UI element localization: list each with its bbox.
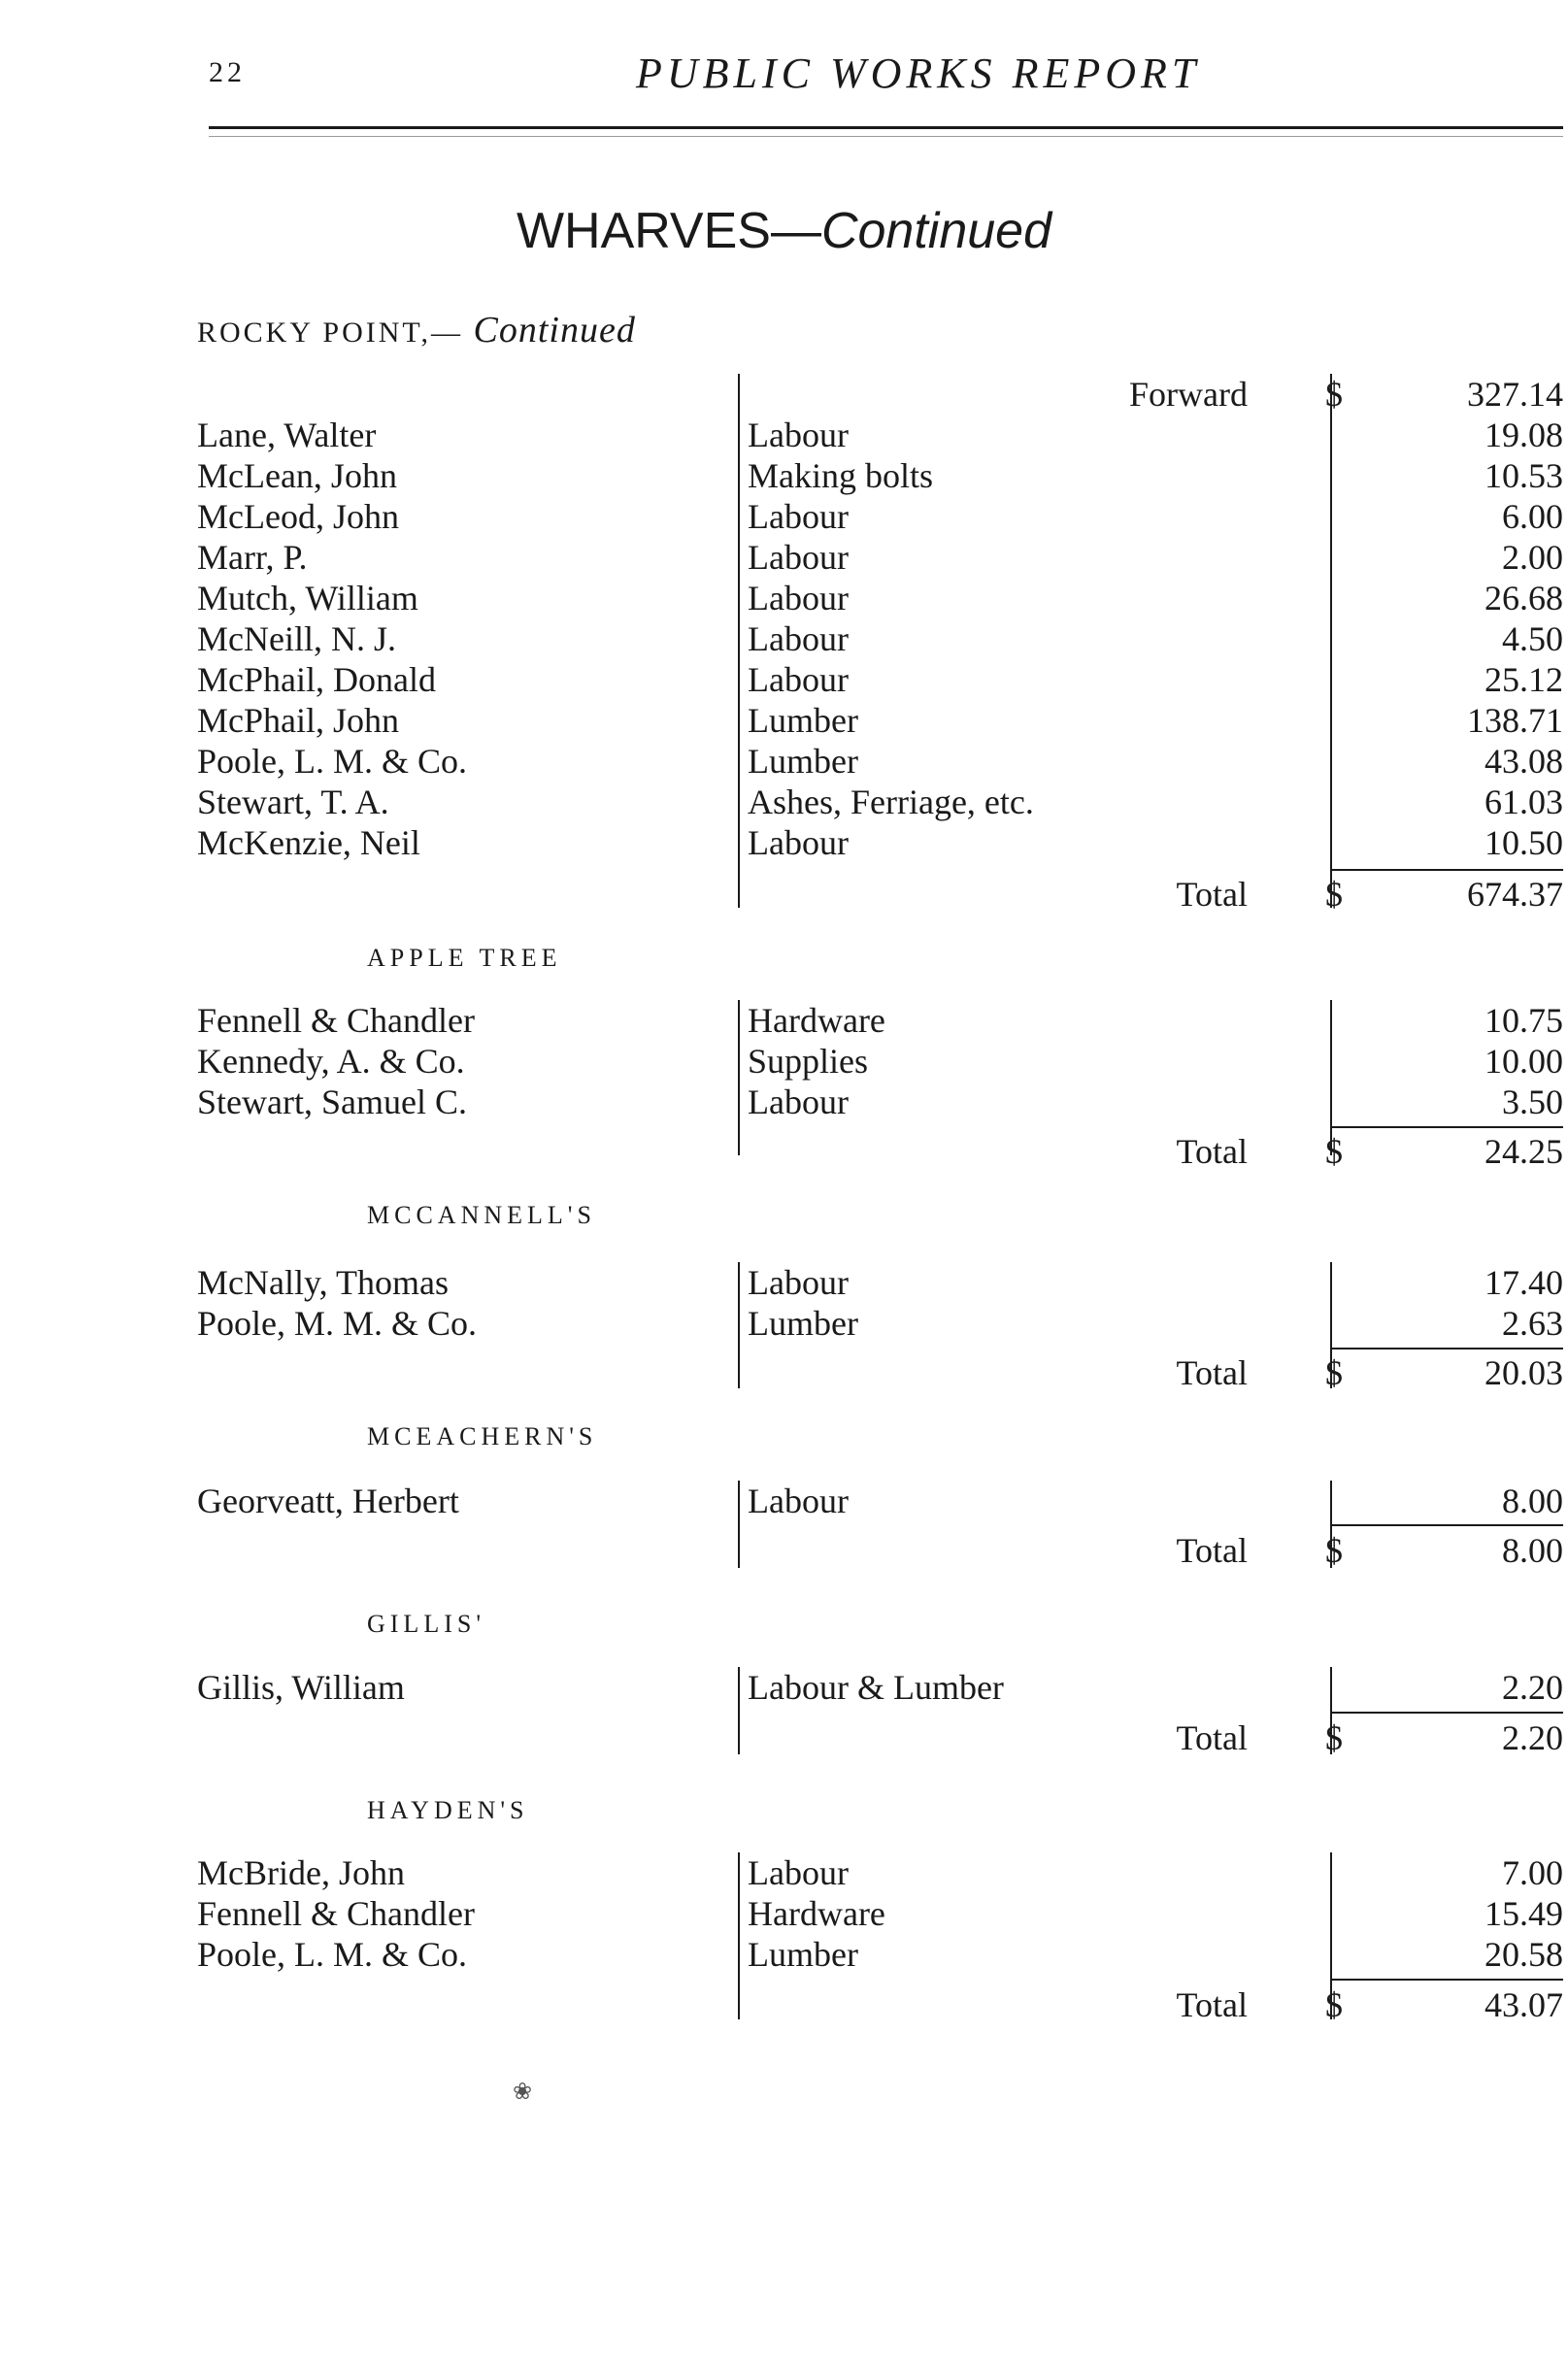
total-amount: 43.07 [1485,1985,1563,2024]
row-amount: 20.58 [1485,1935,1563,1974]
total-rule [1330,869,1563,871]
row-name: Gillis, William [197,1668,405,1707]
row-name: McLeod, John [197,497,399,536]
total-row [0,1352,1568,1393]
row-description: Labour [748,660,849,699]
header-rule [209,126,1563,129]
row-amount: 7.00 [1502,1853,1563,1892]
table-row [0,455,1568,496]
total-dollar: $ [1325,1985,1343,2024]
row-description: Lumber [748,1304,858,1343]
row-name: McPhail, Donald [197,660,436,699]
table-row [0,1852,1568,1893]
total-dollar: $ [1325,1718,1343,1757]
section-title-main: WHARVES [516,203,771,259]
table-row [0,415,1568,455]
total-amount: 20.03 [1485,1353,1563,1392]
total-row [0,874,1568,915]
mccannells-heading: MCCANNELL'S [367,1201,596,1229]
total-amount: 8.00 [1502,1531,1563,1570]
table-row [0,1934,1568,1975]
section-title-dash: — [770,203,821,259]
row-name: McNeill, N. J. [197,619,396,658]
total-dollar: $ [1325,875,1343,914]
row-description: Labour & Lumber [748,1668,1004,1707]
table-row [0,1082,1568,1122]
row-amount: 6.00 [1502,497,1563,536]
apple-tree-heading: APPLE TREE [367,944,562,972]
forward-row [0,374,1568,415]
total-dollar: $ [1325,1132,1343,1171]
row-amount: 4.50 [1502,619,1563,658]
total-label: Total [1176,1718,1248,1757]
total-amount: 674.37 [1467,875,1563,914]
forward-label: Forward [1129,375,1248,414]
row-description: Supplies [748,1042,869,1081]
table-row [0,496,1568,537]
row-name: McLean, John [197,456,397,495]
total-rule [1330,1524,1563,1526]
table-row [0,1262,1568,1303]
row-name: Poole, M. M. & Co. [197,1304,478,1343]
page-header [209,49,1563,136]
rocky-point-heading-label: ROCKY POINT, [197,317,432,349]
total-label: Total [1176,1132,1248,1171]
forward-dollar: $ [1325,375,1343,414]
row-name: Poole, L. M. & Co. [197,742,468,781]
page-number: 22 [209,56,246,88]
row-description: Labour [748,497,849,536]
row-name: Poole, L. M. & Co. [197,1935,468,1974]
row-amount: 15.49 [1485,1894,1563,1933]
table-row [0,700,1568,741]
gillis-heading: GILLIS' [367,1610,486,1638]
mceacherns-heading: MCEACHERN'S [367,1422,598,1450]
table-row [0,537,1568,578]
total-row [0,1717,1568,1758]
total-rule [1330,1126,1563,1128]
row-description: Lumber [748,1935,858,1974]
row-description: Labour [748,619,849,658]
table-row [0,822,1568,863]
table-row [0,578,1568,618]
row-description: Labour [748,579,849,617]
row-amount: 26.68 [1485,579,1563,617]
row-name: McBride, John [197,1853,405,1892]
row-amount: 2.63 [1502,1304,1563,1343]
running-title: PUBLIC WORKS REPORT [636,50,1201,97]
row-amount: 10.00 [1485,1042,1563,1081]
row-name: Lane, Walter [197,416,377,454]
row-name: Mutch, William [197,579,418,617]
total-row [0,1131,1568,1172]
row-description: Making bolts [748,456,934,495]
ink-speck: ❀ [513,2080,533,2105]
section-title [0,202,1568,260]
row-amount: 25.12 [1485,660,1563,699]
row-amount: 17.40 [1485,1263,1563,1302]
total-row [0,1530,1568,1571]
row-name: Fennell & Chandler [197,1894,475,1933]
total-label: Total [1176,875,1248,914]
row-name: McPhail, John [197,701,400,740]
row-name: Stewart, Samuel C. [197,1083,467,1121]
table-row [0,1667,1568,1708]
header-rule-thin [209,136,1563,137]
row-amount: 3.50 [1502,1083,1563,1121]
row-description: Labour [748,1263,849,1302]
row-amount: 10.75 [1485,1001,1563,1040]
row-description: Labour [748,1853,849,1892]
row-name: Georveatt, Herbert [197,1482,459,1520]
row-amount: 10.53 [1485,456,1563,495]
table-row [0,1481,1568,1521]
row-description: Labour [748,823,849,862]
total-amount: 2.20 [1502,1718,1563,1757]
table-row [0,1303,1568,1344]
section-title-continued: Continued [820,203,1052,259]
total-amount: 24.25 [1485,1132,1563,1171]
row-description: Ashes, Ferriage, etc. [748,783,1034,821]
row-description: Labour [748,1482,849,1520]
rocky-point-heading-continued: Continued [473,310,636,350]
row-amount: 61.03 [1485,783,1563,821]
row-amount: 8.00 [1502,1482,1563,1520]
row-amount: 138.71 [1467,701,1563,740]
total-label: Total [1176,1353,1248,1392]
table-row [0,741,1568,782]
row-name: Marr, P. [197,538,308,577]
forward-amount: 327.14 [1467,375,1563,414]
total-dollar: $ [1325,1531,1343,1570]
total-dollar: $ [1325,1353,1343,1392]
row-description: Hardware [748,1894,885,1933]
row-description: Labour [748,538,849,577]
row-name: Stewart, T. A. [197,783,389,821]
table-row [0,618,1568,659]
total-rule [1330,1979,1563,1981]
row-amount: 19.08 [1485,416,1563,454]
total-label: Total [1176,1985,1248,2024]
row-amount: 2.20 [1502,1668,1563,1707]
table-row [0,1893,1568,1934]
total-rule [1330,1348,1563,1350]
rocky-point-heading [197,309,636,351]
table-row [0,782,1568,822]
row-name: Fennell & Chandler [197,1001,475,1040]
total-rule [1330,1712,1563,1714]
total-row [0,1984,1568,2025]
total-label: Total [1176,1531,1248,1570]
row-description: Lumber [748,742,858,781]
rocky-point-heading-dash: — [431,317,464,349]
table-row [0,1000,1568,1041]
row-description: Labour [748,416,849,454]
row-description: Lumber [748,701,858,740]
table-row [0,1041,1568,1082]
row-name: McKenzie, Neil [197,823,420,862]
row-amount: 10.50 [1485,823,1563,862]
row-name: McNally, Thomas [197,1263,449,1302]
table-row [0,659,1568,700]
row-amount: 2.00 [1502,538,1563,577]
row-amount: 43.08 [1485,742,1563,781]
row-description: Hardware [748,1001,885,1040]
row-description: Labour [748,1083,849,1121]
haydens-heading: HAYDEN'S [367,1796,529,1824]
row-name: Kennedy, A. & Co. [197,1042,465,1081]
